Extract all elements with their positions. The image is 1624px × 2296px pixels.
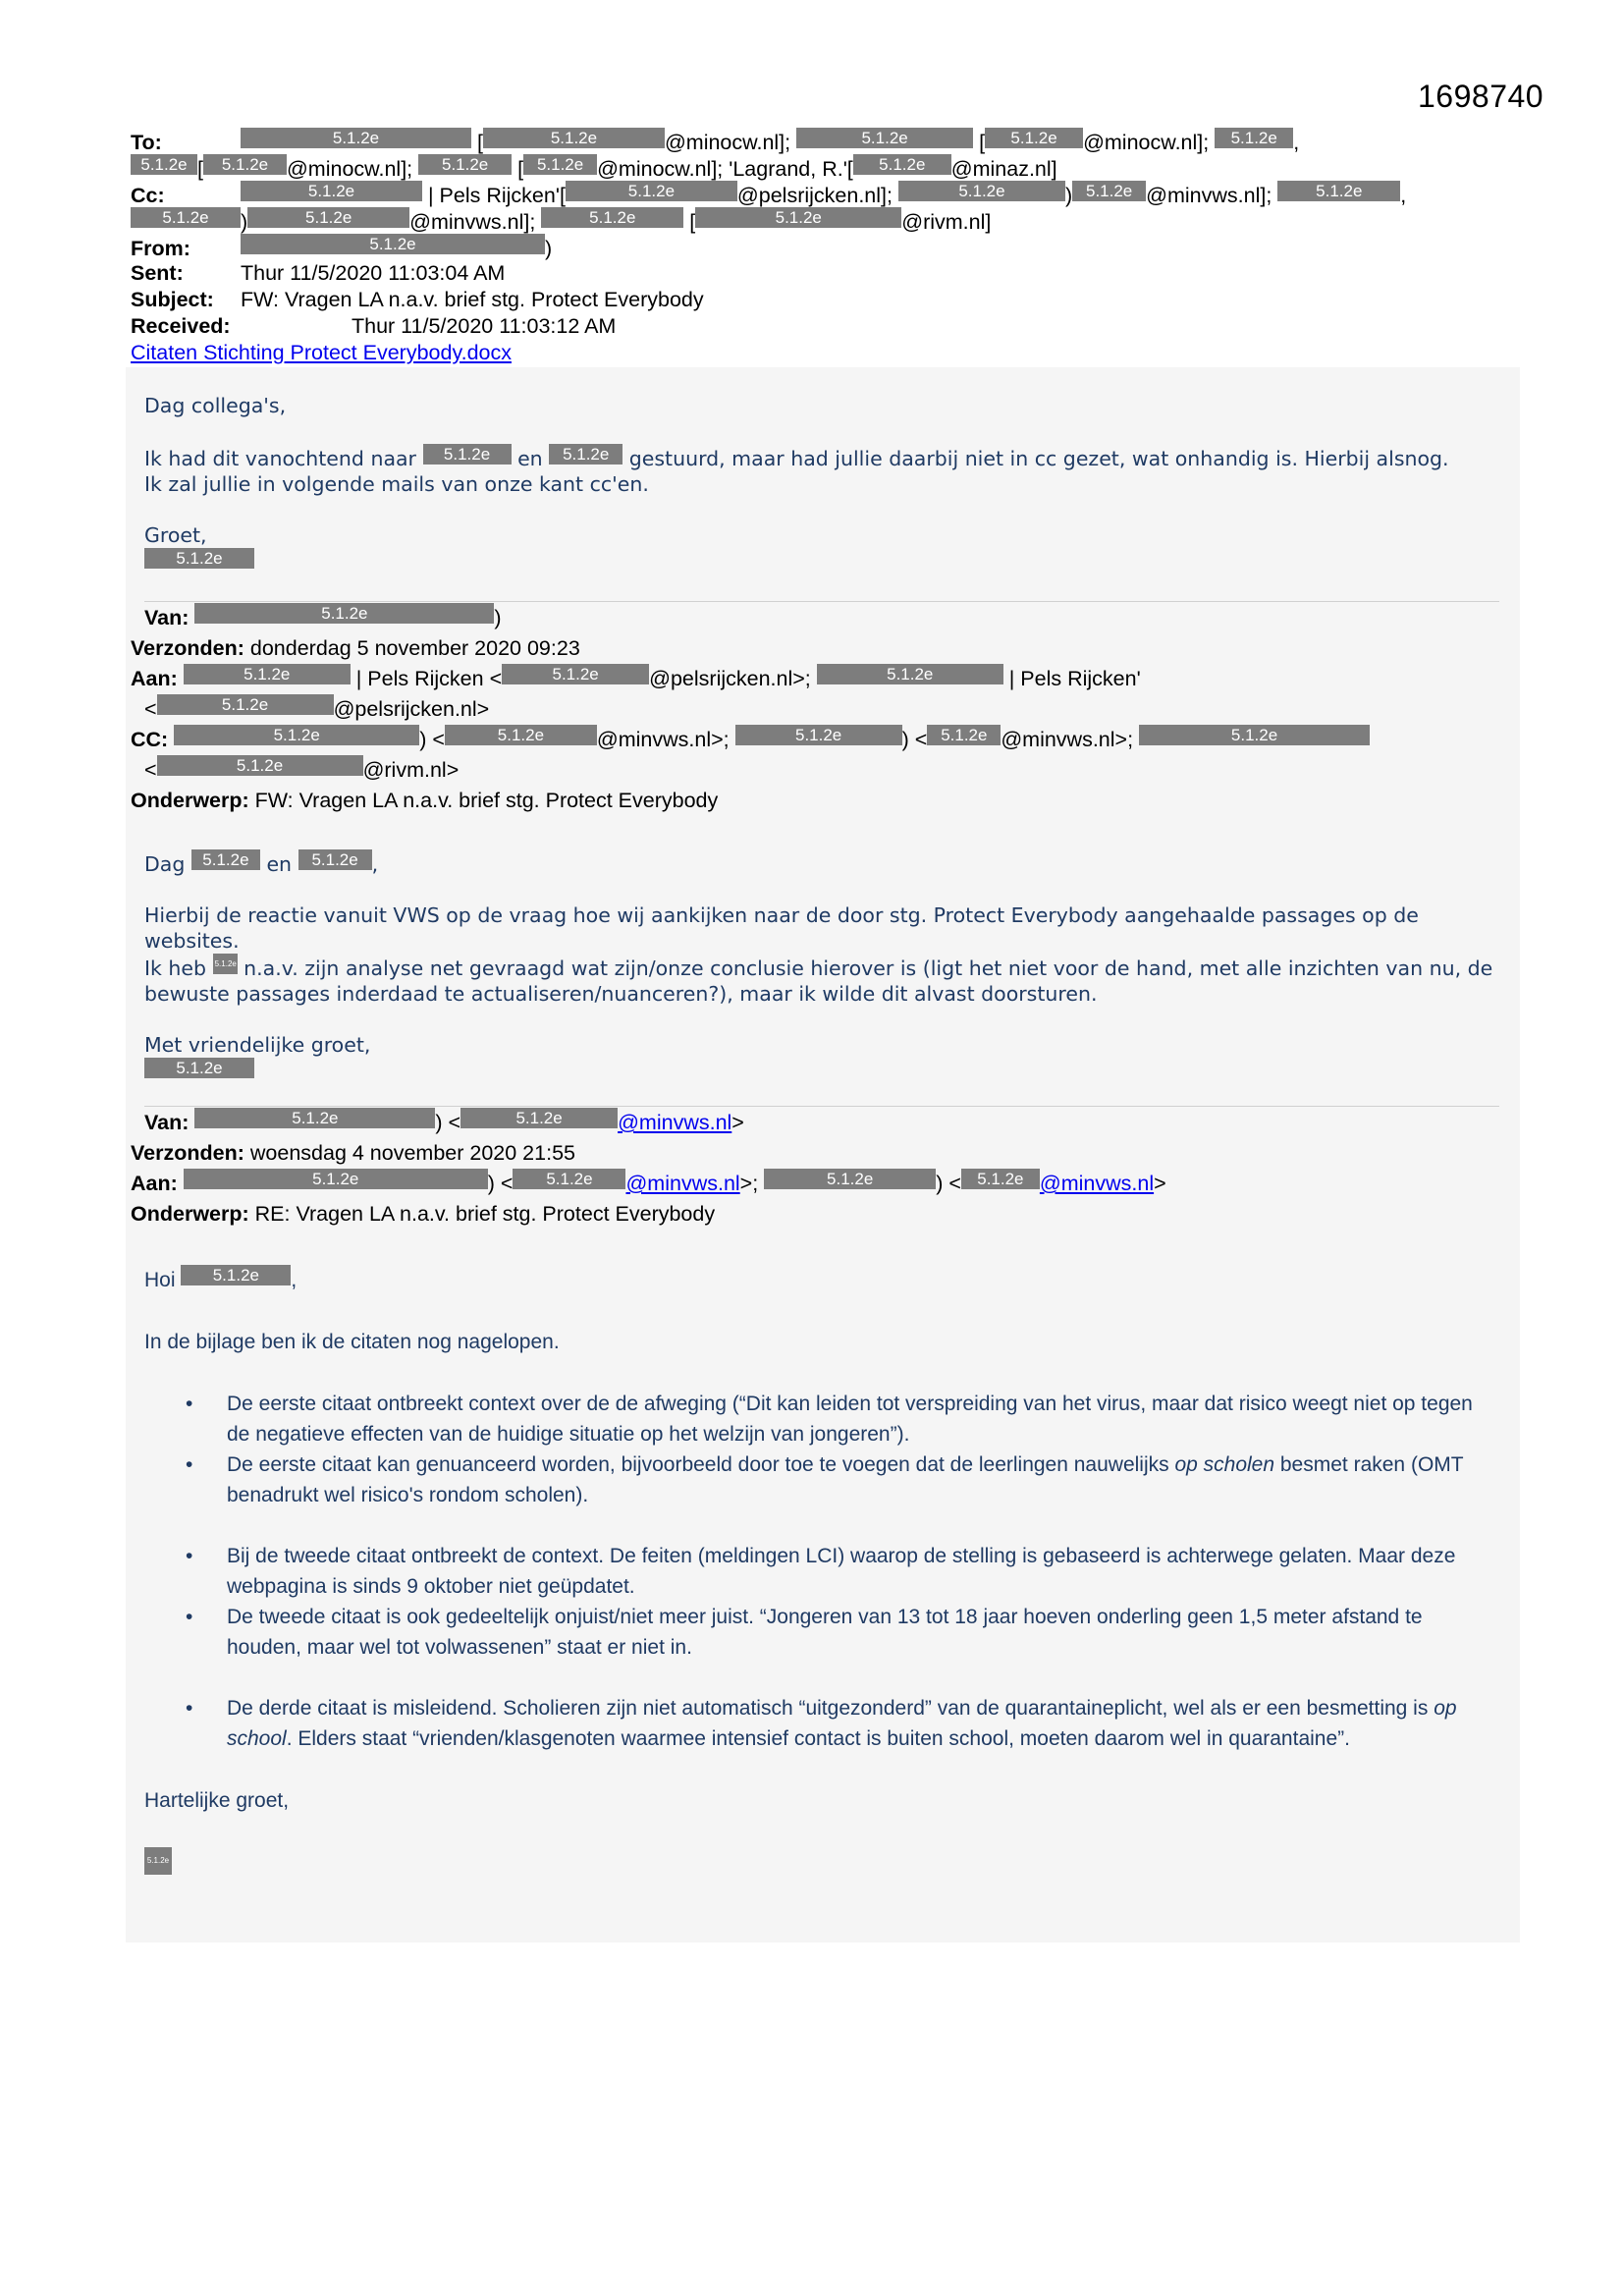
email2-closing: Met vriendelijke groet, (144, 1033, 371, 1057)
email-header (131, 128, 1495, 366)
redaction: 5.1.2e (460, 1108, 618, 1128)
van-row: Van: 5.1.2e ) (144, 604, 502, 629)
received-value: Thur 11/5/2020 11:03:12 AM (352, 314, 617, 338)
verzonden-row (131, 633, 1505, 664)
redaction: 5.1.2e (241, 234, 545, 254)
redaction: 5.1.2e (817, 664, 1003, 684)
bullet-icon: • (186, 1697, 193, 1720)
email2-greeting: Dag 5.1.2e en 5.1.2e , (144, 850, 379, 876)
list-item (144, 1449, 1499, 1510)
redaction: 5.1.2e (445, 725, 597, 745)
text: en (266, 852, 293, 876)
redaction: 5.1.2e (541, 207, 683, 228)
email3-body (144, 1265, 1499, 1885)
cc-row: CC: 5.1.2e ) < 5.1.2e @minvws.nl>; 5.1.2e ) < 5.1.2e @minvws.nl>; 5.1.2e (131, 725, 1505, 755)
bullet-icon: • (186, 1606, 193, 1628)
onderwerp-row (131, 1199, 1505, 1230)
list-item (144, 1693, 1499, 1754)
text: Ik had dit vanochtend naar (144, 447, 416, 470)
text: op school (227, 1697, 1457, 1750)
redaction: 5.1.2e (1072, 181, 1146, 201)
email1-closing: Groet, (144, 523, 207, 547)
from-label: From: (131, 237, 190, 260)
redaction: 5.1.2e (174, 725, 419, 745)
email2-para1: Hierbij de reactie vanuit VWS op de vraag hoe wij aankijken naar de door stg. Protect Everybody aangehaalde passages op de websites. (144, 903, 1419, 953)
from-row: From: 5.1.2e ) (131, 235, 553, 260)
forward-header-1 (131, 603, 1505, 816)
sent-value: Thur 11/5/2020 11:03:04 AM (241, 261, 506, 285)
to-fragment: @minocw.nl]; 'Lagrand, R.'[ (597, 157, 853, 181)
aan-row: Aan: 5.1.2e ) < 5.1.2e @minvws.nl>; 5.1.2e ) < 5.1.2e @minvws.nl> (131, 1170, 1166, 1195)
verzonden-value: donderdag 5 november 2020 09:23 (249, 636, 580, 660)
text: @pelsrijcken.nl> (333, 697, 490, 721)
cc-label: CC: (131, 728, 169, 751)
redaction: 5.1.2e (961, 1169, 1040, 1189)
redaction: 5.1.2e (898, 181, 1065, 201)
text: . Elders staat “vrienden/klasgenoten waarmee intensief contact is buiten school, moeten daarom wel in quarantaine”. (286, 1727, 1350, 1750)
redaction: 5.1.2e (191, 849, 260, 870)
redaction: 5.1.2e (1139, 725, 1370, 745)
bullet-icon: • (186, 1393, 193, 1415)
cc-fragment: @pelsrijcken.nl]; (736, 184, 893, 207)
bullet-icon: • (186, 1453, 193, 1476)
forward-header-2 (131, 1108, 1505, 1230)
text: @minvws.nl>; (1001, 728, 1134, 751)
to-fragment: @minocw.nl]; (664, 131, 791, 154)
aan-label: Aan: (131, 1172, 178, 1195)
list-item (144, 1541, 1499, 1602)
document-id: 1698740 (1418, 79, 1544, 114)
aan-row (131, 664, 1505, 694)
sent-row (131, 260, 1495, 287)
to-row-2: 5.1.2e [ 5.1.2e @minocw.nl]; 5.1.2e [ 5.1.2e @minocw.nl]; 'Lagrand, R.'[ 5.1.2e @minaz.nl] (131, 154, 1495, 181)
text: n.a.v. zijn analyse net gevraagd wat zijn/onze conclusie hierover is (ligt het niet voor de hand, met alle inzichten van nu, de bewuste passages inderdaad te actualiseren/nuanceren?), maar ik wilde dit alvast doorsturen. (144, 957, 1493, 1006)
onderwerp-value: RE: Vragen LA n.a.v. brief stg. Protect Everybody (254, 1202, 716, 1226)
to-row: To: 5.1.2e [ 5.1.2e @minocw.nl]; 5.1.2e [ 5.1.2e @minocw.nl]; 5.1.2e , (131, 129, 1300, 154)
cc-fragment: @minvws.nl]; (1146, 184, 1272, 207)
redaction: 5.1.2e (157, 755, 363, 776)
bullet-icon: • (186, 1545, 193, 1567)
redaction: 5.1.2e (203, 154, 287, 175)
redaction: 5.1.2e (298, 849, 372, 870)
redaction: 5.1.2e (566, 181, 737, 201)
redaction: 5.1.2e (131, 154, 197, 175)
redaction: 5.1.2e (796, 128, 973, 148)
redaction: 5.1.2e (502, 664, 649, 684)
onderwerp-label: Onderwerp: (131, 1202, 249, 1226)
email1-line2: Ik zal jullie in volgende mails van onze kant cc'en. (144, 472, 649, 496)
onderwerp-label: Onderwerp: (131, 789, 249, 812)
redaction: 5.1.2e (247, 207, 409, 228)
email3-signature (144, 1847, 1499, 1885)
attachment-row (131, 340, 1495, 366)
cc-fragment: | Pels Rijcken'[ (427, 184, 566, 207)
to-fragment: @minocw.nl]; (1083, 131, 1210, 154)
redaction: 5.1.2e (241, 128, 471, 148)
cc-fragment: @minvws.nl]; (409, 210, 536, 234)
email3-closing: Hartelijke groet, (144, 1789, 290, 1812)
redaction: 5.1.2e (144, 1847, 172, 1875)
redaction: 5.1.2e (513, 1169, 625, 1189)
list-item (144, 1602, 1499, 1663)
van-label: Van: (144, 1111, 189, 1134)
verzonden-row (131, 1138, 1505, 1169)
onderwerp-value: FW: Vragen LA n.a.v. brief stg. Protect Everybody (254, 789, 719, 812)
redaction: 5.1.2e (241, 181, 422, 201)
separator (144, 1106, 1499, 1107)
verzonden-label: Verzonden: (131, 636, 244, 660)
cc-fragment: @rivm.nl] (901, 210, 992, 234)
aan-label: Aan: (131, 667, 178, 690)
redaction: 5.1.2e (423, 444, 512, 465)
aan-row-2: < 5.1.2e @pelsrijcken.nl> (144, 695, 490, 721)
subject-row (131, 287, 1495, 313)
redaction: 5.1.2e (157, 694, 334, 715)
email1-line1 (144, 444, 1499, 471)
redaction: 5.1.2e (523, 154, 597, 175)
redaction: 5.1.2e (184, 1169, 488, 1189)
redaction: 5.1.2e (184, 664, 351, 684)
attachment-link[interactable]: Citaten Stichting Protect Everybody.docx (131, 341, 512, 364)
text: en (517, 447, 543, 470)
email-link[interactable]: @minvws.nl (625, 1172, 740, 1195)
text: | Pels Rijcken' (1008, 667, 1141, 690)
to-fragment: @minocw.nl]; (286, 157, 413, 181)
to-label: To: (131, 131, 162, 154)
redaction: 5.1.2e (483, 128, 665, 148)
cc-row-2: < 5.1.2e @rivm.nl> (144, 756, 460, 782)
redaction: 5.1.2e (735, 725, 902, 745)
email1-signature (144, 548, 1499, 575)
redaction: 5.1.2e (213, 954, 238, 974)
text: @pelsrijcken.nl>; (649, 667, 811, 690)
redaction: 5.1.2e (764, 1169, 936, 1189)
text: De derde citaat is misleidend. Scholieren zijn niet automatisch “uitgezonderd” van de quarantaineplicht, wel als er een besmetting is (227, 1697, 1435, 1720)
email1-body (144, 393, 1499, 575)
redaction: 5.1.2e (144, 1058, 254, 1078)
text: besmet raken (OMT benadrukt wel risico's rondom scholen). (227, 1453, 1464, 1506)
text: De tweede citaat is ook gedeeltelijk onjuist/niet meer juist. “Jongeren van 13 tot 18 jaar hoeven onderling geen 1,5 meter afstand te houden, maar wel tot volwassenen” staat er niet in. (227, 1606, 1423, 1659)
verzonden-value: woensdag 4 november 2020 21:55 (249, 1141, 575, 1165)
email2-signature (144, 1058, 1499, 1085)
text: @minvws.nl>; (596, 728, 730, 751)
text: Hoi (144, 1269, 176, 1291)
onderwerp-row (131, 786, 1505, 816)
email3-intro: In de bijlage ben ik de citaten nog nagelopen. (144, 1331, 560, 1353)
redaction: 5.1.2e (985, 128, 1083, 148)
redaction: 5.1.2e (194, 603, 494, 624)
to-fragment: @minaz.nl] (950, 157, 1057, 181)
subject-label: Subject: (131, 288, 214, 311)
text: Bij de tweede citaat ontbreekt de context. De feiten (meldingen LCI) waarop de stelling is gebaseerd is achterwege gelaten. Maar deze webpagina is sinds 9 oktober niet geüpdatet. (227, 1545, 1456, 1598)
cc-row: Cc: 5.1.2e | Pels Rijcken'[ 5.1.2e @pelsrijcken.nl]; 5.1.2e ) 5.1.2e @minvws.nl]; 5.1.2e , (131, 182, 1407, 207)
redaction: 5.1.2e (1277, 181, 1400, 201)
redaction: 5.1.2e (131, 207, 241, 228)
cc-label: Cc: (131, 184, 165, 207)
text: Dag (144, 852, 186, 876)
text: gestuurd, maar had jullie daarbij niet in cc gezet, wat onhandig is. Hierbij alsnog. (628, 447, 1449, 470)
redaction: 5.1.2e (1215, 128, 1293, 148)
text: op scholen (1174, 1453, 1275, 1476)
bullet-list (144, 1389, 1499, 1754)
email-link[interactable]: @minvws.nl (618, 1111, 732, 1134)
redaction: 5.1.2e (418, 154, 512, 175)
subject-value: FW: Vragen LA n.a.v. brief stg. Protect Everybody (241, 288, 704, 311)
verzonden-label: Verzonden: (131, 1141, 244, 1165)
email3-greeting: Hoi 5.1.2e , (144, 1266, 298, 1291)
redaction: 5.1.2e (695, 207, 901, 228)
list-item (144, 1389, 1499, 1449)
email2-para2 (144, 954, 1499, 1007)
sent-label: Sent: (131, 261, 184, 285)
cc-row-2: 5.1.2e ) 5.1.2e @minvws.nl]; 5.1.2e [ 5.1.2e @rivm.nl] (131, 207, 1495, 234)
text: @rivm.nl> (362, 758, 460, 782)
received-row (131, 313, 1495, 340)
van-row: Van: 5.1.2e ) < 5.1.2e @minvws.nl> (144, 1109, 744, 1134)
text: De eerste citaat ontbreekt context over de de afweging (“Dit kan leiden tot verspreiding van het virus, maar dat risico weegt niet op tegen de negatieve effecten van de huidige situatie op het welzijn van jongeren”). (227, 1393, 1473, 1446)
redaction: 5.1.2e (144, 548, 254, 569)
redaction: 5.1.2e (853, 154, 951, 175)
separator (144, 601, 1499, 602)
email2-body (144, 849, 1499, 1085)
text: De eerste citaat kan genuanceerd worden, bijvoorbeeld door toe te voegen dat de leerlingen nauwelijks (227, 1453, 1175, 1476)
received-label: Received: (131, 314, 231, 338)
redaction: 5.1.2e (549, 444, 623, 465)
text: Ik heb (144, 957, 207, 980)
redaction: 5.1.2e (194, 1108, 435, 1128)
redaction: 5.1.2e (927, 725, 1001, 745)
email-link[interactable]: @minvws.nl (1039, 1172, 1155, 1195)
van-label: Van: (144, 606, 189, 629)
text: | Pels Rijcken < (355, 667, 503, 690)
email1-greeting: Dag collega's, (144, 394, 287, 417)
redaction: 5.1.2e (181, 1265, 291, 1285)
